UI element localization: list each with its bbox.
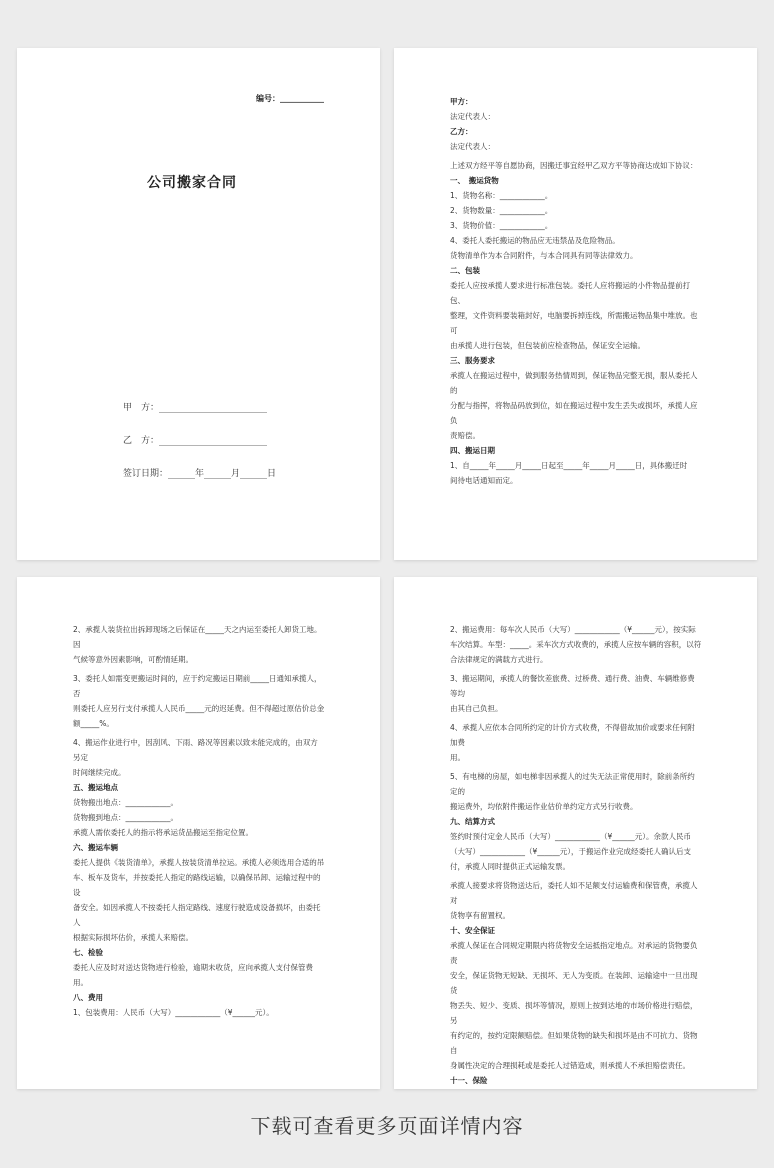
text-line: 4、搬运作业进行中，因刮风、下雨、路况等因素以致未能完成的，由双方另定 [73,738,318,762]
text-line: 4、承揽人应依本合同所约定的计价方式收费，不得借故加价或要求任何附加费 [450,723,695,747]
text-line: 合法律规定的满载方式进行。 [450,655,548,664]
text-line: 2、货物数量：____________。 [450,206,553,215]
text-line: 承揽人需依委托人的指示将承运货品搬运至指定位置。 [73,828,253,837]
text-line: 付，承揽人同时提供正式运输发票。 [450,862,570,871]
text-line: 法定代表人： [450,112,495,121]
text-line: 备安全。如因承揽人不按委托人指定路线、速度行驶造成设备损坏，由委托人 [73,903,321,927]
section-heading: 十一、保险 [450,1076,488,1085]
text-line: 承揽人在搬运过程中，做到服务热情周到，保证物品完整无损，服从委托人的 [450,371,698,395]
section-heading: 九、结算方式 [450,817,495,826]
text-line: 货物享有留置权。 [450,911,510,920]
text-line: 乙方： [450,127,473,136]
text-line: 身属性决定的合理损耗或是委托人过错造成，则承揽人不承担赔偿责任。 [450,1061,690,1070]
text-line: 2、搬运费用：每车次人民币（大写）____________（¥______元），按实际 [450,625,696,634]
text-line: 3、委托人如需变更搬运时间的，应于约定搬运日期前_____日通知承揽人，否 [73,674,322,698]
page-3-body [73,622,325,1020]
sign-date-line: 签订日期：______年______月______日 [123,469,277,479]
text-line: 甲方： [450,97,473,106]
text-line: 搬运费外，均依附件搬运作业估价单约定方式另行收费。 [450,802,638,811]
text-line: 3、搬运期间，承揽人的餐饮差旅费、过桥费、通行费、油费、车辆维修费等均 [450,674,695,698]
text-line: 法定代表人： [450,142,495,151]
text-line: 4、委托人委托搬运的物品应无违禁品及危险物品。 [450,236,620,245]
text-line: 车次结算。车型：_____。采车次方式收费的，承揽人应按车辆的容积，以符 [450,640,702,649]
text-line: 用。 [450,753,465,762]
text-line: 则委托人应另行支付承揽人人民币_____元的迟延费。但不得超过原估价总金 [73,704,325,713]
text-line: 货物搬出地点：____________。 [73,798,178,807]
contract-title: 公司搬家合同 [147,175,237,191]
text-line: 时间继续完成。 [73,768,126,777]
text-line: 分配与指挥，将物品码放到位，如在搬运过程中发生丢失或损坏，承揽人应负 [450,401,698,425]
page-2 [394,48,757,560]
party-a-line: 甲 方：________________________ [123,403,268,413]
page-3 [17,577,380,1089]
text-line: 由其自己负担。 [450,704,503,713]
text-line: 由承揽人进行包装，但包装前应检查物品，保证安全运输。 [450,341,645,350]
text-line: （大写）____________（¥______元），于搬运作业完成经委托人确认后支 [450,847,692,856]
page-2-body [450,94,702,488]
text-line: 有约定的，按约定限额赔偿。但如果货物的缺失和损坏是由不可抗力、货物自 [450,1031,698,1055]
serial-number: 编号：___________ [256,94,324,103]
text-line: 签约时预付定金人民币（大写）____________（¥______元）。余款人民币 [450,832,692,841]
text-line: 物丢失、短少、变质、损坏等情况，原则上按到达地的市场价格进行赔偿，另 [450,1001,698,1025]
text-line: 2、承揽人装货拉出拆卸现场之后保证在_____天之内运至委托人卸货工地。因 [73,625,322,649]
text-line: 承揽人保证在合同规定期限内将货物安全运抵指定地点。对承运的货物要负责 [450,941,698,965]
text-line: 货物清单作为本合同附件，与本合同具有同等法律效力。 [450,251,638,260]
section-heading: 五、搬运地点 [73,783,118,792]
section-heading: 二、包装 [450,266,480,275]
download-hint: 下载可查看更多页面详情内容 [250,1114,524,1138]
section-heading: 一、 搬运货物 [450,176,499,185]
text-line: 5、有电梯的房屋，如电梯非因承揽人的过失无法正常使用时，除前条所约定的 [450,772,695,796]
text-line: 1、自_____年_____月_____日起至_____年_____月_____日，具体搬迁时 [450,461,688,470]
text-line: 货物搬到地点：____________。 [73,813,178,822]
section-heading: 六、搬运车辆 [73,843,118,852]
text-line: 委托人应及时对送达货物进行检验，逾期未收货，应向承揽人支付保管费用。 [73,963,313,987]
text-line: 气候等意外因素影响，可酌情延期。 [73,655,193,664]
text-line: 整理，文件资料要装箱封好，电脑要拆掉连线，所需搬运物品集中堆放。也可 [450,311,698,335]
page-cover [17,48,380,560]
text-line: 根据实际损坏估价，承揽人来赔偿。 [73,933,193,942]
text-line: 间待电话通知而定。 [450,476,518,485]
party-b-line: 乙 方：________________________ [123,436,268,446]
text-line: 1、货物名称：____________。 [450,191,553,200]
text-line: 1、包装费用：人民币（大写）____________（¥______元）。 [73,1008,274,1017]
section-heading: 八、费用 [73,993,103,1002]
section-heading: 三、服务要求 [450,356,495,365]
section-heading: 七、检验 [73,948,103,957]
text-line: 责赔偿。 [450,431,480,440]
section-heading: 四、搬运日期 [450,446,495,455]
text-line: 委托人应按承揽人要求进行标准包装。委托人应将搬运的小件物品提前打包、 [450,281,690,305]
section-heading: 十、安全保证 [450,926,495,935]
text-line: 车、板车及货车，并按委托人指定的路线运输，以确保吊卸、运输过程中的设 [73,873,321,897]
text-line: 3、货物价值：____________。 [450,221,553,230]
text-line: 委托人提供《装货清单》，承揽人按装货清单拉运。承揽人必须选用合适的吊 [73,858,325,867]
text-line: 额_____%。 [73,719,114,728]
page-4 [394,577,757,1089]
page-4-body [450,622,702,1088]
text-line: 承揽人接要求将货物送达后，委托人如不足额支付运输费和保管费，承揽人对 [450,881,698,905]
text-line: 上述双方经平等自愿协商，因搬迁事宜经甲乙双方平等协商达成如下协议： [450,161,698,170]
text-line: 安全，保证货物无短缺、无损坏、无人为变质。在装卸、运输途中一旦出现货 [450,971,698,995]
